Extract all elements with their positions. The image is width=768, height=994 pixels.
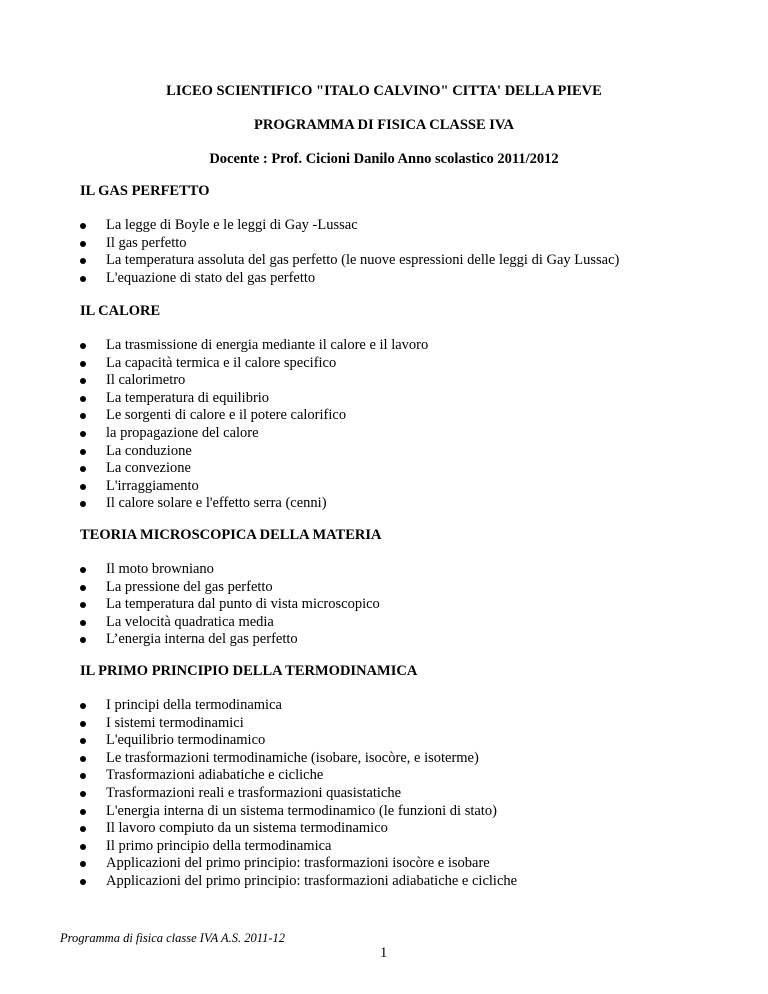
list-item-text: Trasformazioni adiabatiche e cicliche xyxy=(106,767,324,784)
list-item xyxy=(80,715,720,733)
program-title: PROGRAMMA DI FISICA CLASSE IVA xyxy=(254,117,514,133)
bullet-icon xyxy=(80,773,86,779)
list-item-text: Il gas perfetto xyxy=(106,234,187,251)
topic-list-calore xyxy=(80,337,720,513)
list-item-text: Il lavoro compiuto da un sistema termodinamico xyxy=(106,820,388,837)
list-item-text: Le trasformazioni termodinamiche (isobare, isocòre, e isoterme) xyxy=(106,749,479,766)
bullet-icon xyxy=(80,861,86,867)
list-item-text: Applicazioni del primo principio: trasformazioni isocòre e isobare xyxy=(106,855,490,872)
list-item xyxy=(80,838,720,856)
list-item-text: L'equilibrio termodinamico xyxy=(106,732,266,749)
bullet-icon xyxy=(80,501,86,507)
list-item xyxy=(80,803,720,821)
bullet-icon xyxy=(80,276,86,282)
topic-list-primo-principio xyxy=(80,697,720,891)
list-item xyxy=(80,732,720,750)
list-item xyxy=(80,697,720,715)
page-number: 1 xyxy=(380,945,388,961)
list-item-text: Il primo principio della termodinamica xyxy=(106,837,332,854)
section-heading-primo-principio: IL PRIMO PRINCIPIO DELLA TERMODINAMICA xyxy=(80,663,418,679)
list-item xyxy=(80,460,720,478)
list-item xyxy=(80,407,720,425)
list-item-text: La temperatura di equilibrio xyxy=(106,389,270,406)
list-item xyxy=(80,750,720,768)
list-item xyxy=(80,443,720,461)
list-item-text: La temperatura dal punto di vista microscopico xyxy=(106,596,380,613)
list-item xyxy=(80,390,720,408)
list-item-text: L’energia interna del gas perfetto xyxy=(106,631,298,648)
list-item xyxy=(80,355,720,373)
list-item-text: La temperatura assoluta del gas perfetto (le nuove espressioni delle leggi di Gay Lussac) xyxy=(106,252,620,269)
list-item xyxy=(80,631,720,649)
list-item-text: Le sorgenti di calore e il potere calorifico xyxy=(106,407,347,424)
bullet-icon xyxy=(80,637,86,643)
bullet-icon xyxy=(80,241,86,247)
list-item-text: Il moto browniano xyxy=(106,561,214,577)
footer-text: Programma di fisica classe IVA A.S. 2011-12 xyxy=(60,931,285,945)
list-item xyxy=(80,579,720,597)
list-item-text: La legge di Boyle e le leggi di Gay -Lussac xyxy=(106,217,358,233)
school-title: LICEO SCIENTIFICO "ITALO CALVINO" CITTA' DELLA PIEVE xyxy=(166,83,602,99)
bullet-icon xyxy=(80,721,86,727)
bullet-icon xyxy=(80,378,86,384)
list-item-text: La conduzione xyxy=(106,442,192,459)
bullet-icon xyxy=(80,703,86,709)
list-item-text: La capacità termica e il calore specifico xyxy=(106,354,337,371)
list-item-text: Applicazioni del primo principio: trasformazioni adiabatiche e cicliche xyxy=(106,872,518,889)
list-item xyxy=(80,478,720,496)
bullet-icon xyxy=(80,738,86,744)
list-item-text: L'irraggiamento xyxy=(106,477,199,494)
bullet-icon xyxy=(80,258,86,264)
section-heading-teoria-microscopica: TEORIA MICROSCOPICA DELLA MATERIA xyxy=(80,527,382,543)
topic-list-gas-perfetto xyxy=(80,217,720,287)
list-item xyxy=(80,614,720,632)
list-item xyxy=(80,337,720,355)
bullet-icon xyxy=(80,620,86,626)
bullet-icon xyxy=(80,484,86,490)
bullet-icon xyxy=(80,431,86,437)
list-item-text: La trasmissione di energia mediante il calore e il lavoro xyxy=(106,337,429,353)
list-item xyxy=(80,372,720,390)
bullet-icon xyxy=(80,844,86,850)
section-heading-calore: IL CALORE xyxy=(80,303,161,319)
bullet-icon xyxy=(80,602,86,608)
list-item xyxy=(80,561,720,579)
list-item-text: La pressione del gas perfetto xyxy=(106,578,273,595)
list-item-text: Il calore solare e l'effetto serra (cenni) xyxy=(106,495,327,512)
bullet-icon xyxy=(80,585,86,591)
list-item-text: la propagazione del calore xyxy=(106,424,259,441)
section-heading-gas-perfetto: IL GAS PERFETTO xyxy=(80,183,210,199)
list-item-text: Il calorimetro xyxy=(106,372,186,389)
list-item xyxy=(80,252,720,270)
list-item xyxy=(80,495,720,513)
bullet-icon xyxy=(80,343,86,349)
list-item-text: La convezione xyxy=(106,460,191,477)
list-item-text: I principi della termodinamica xyxy=(106,697,282,713)
list-item xyxy=(80,767,720,785)
list-item xyxy=(80,270,720,288)
list-item xyxy=(80,785,720,803)
list-item xyxy=(80,596,720,614)
list-item-text: L'equazione di stato del gas perfetto xyxy=(106,269,316,286)
list-item-text: L'energia interna di un sistema termodinamico (le funzioni di stato) xyxy=(106,802,497,819)
bullet-icon xyxy=(80,756,86,762)
teacher-and-year: Docente : Prof. Cicioni Danilo Anno scolastico 2011/2012 xyxy=(209,151,559,167)
bullet-icon xyxy=(80,567,86,573)
list-item-text: I sistemi termodinamici xyxy=(106,714,244,731)
bullet-icon xyxy=(80,449,86,455)
bullet-icon xyxy=(80,413,86,419)
bullet-icon xyxy=(80,809,86,815)
bullet-icon xyxy=(80,879,86,885)
list-item-text: La velocità quadratica media xyxy=(106,613,274,630)
list-item xyxy=(80,425,720,443)
bullet-icon xyxy=(80,396,86,402)
bullet-icon xyxy=(80,361,86,367)
list-item xyxy=(80,217,720,235)
bullet-icon xyxy=(80,791,86,797)
list-item xyxy=(80,235,720,253)
list-item-text: Trasformazioni reali e trasformazioni quasistatiche xyxy=(106,784,402,801)
bullet-icon xyxy=(80,826,86,832)
topic-list-teoria-microscopica xyxy=(80,561,720,649)
bullet-icon xyxy=(80,466,86,472)
list-item xyxy=(80,820,720,838)
list-item xyxy=(80,855,720,873)
bullet-icon xyxy=(80,223,86,229)
list-item xyxy=(80,873,720,891)
